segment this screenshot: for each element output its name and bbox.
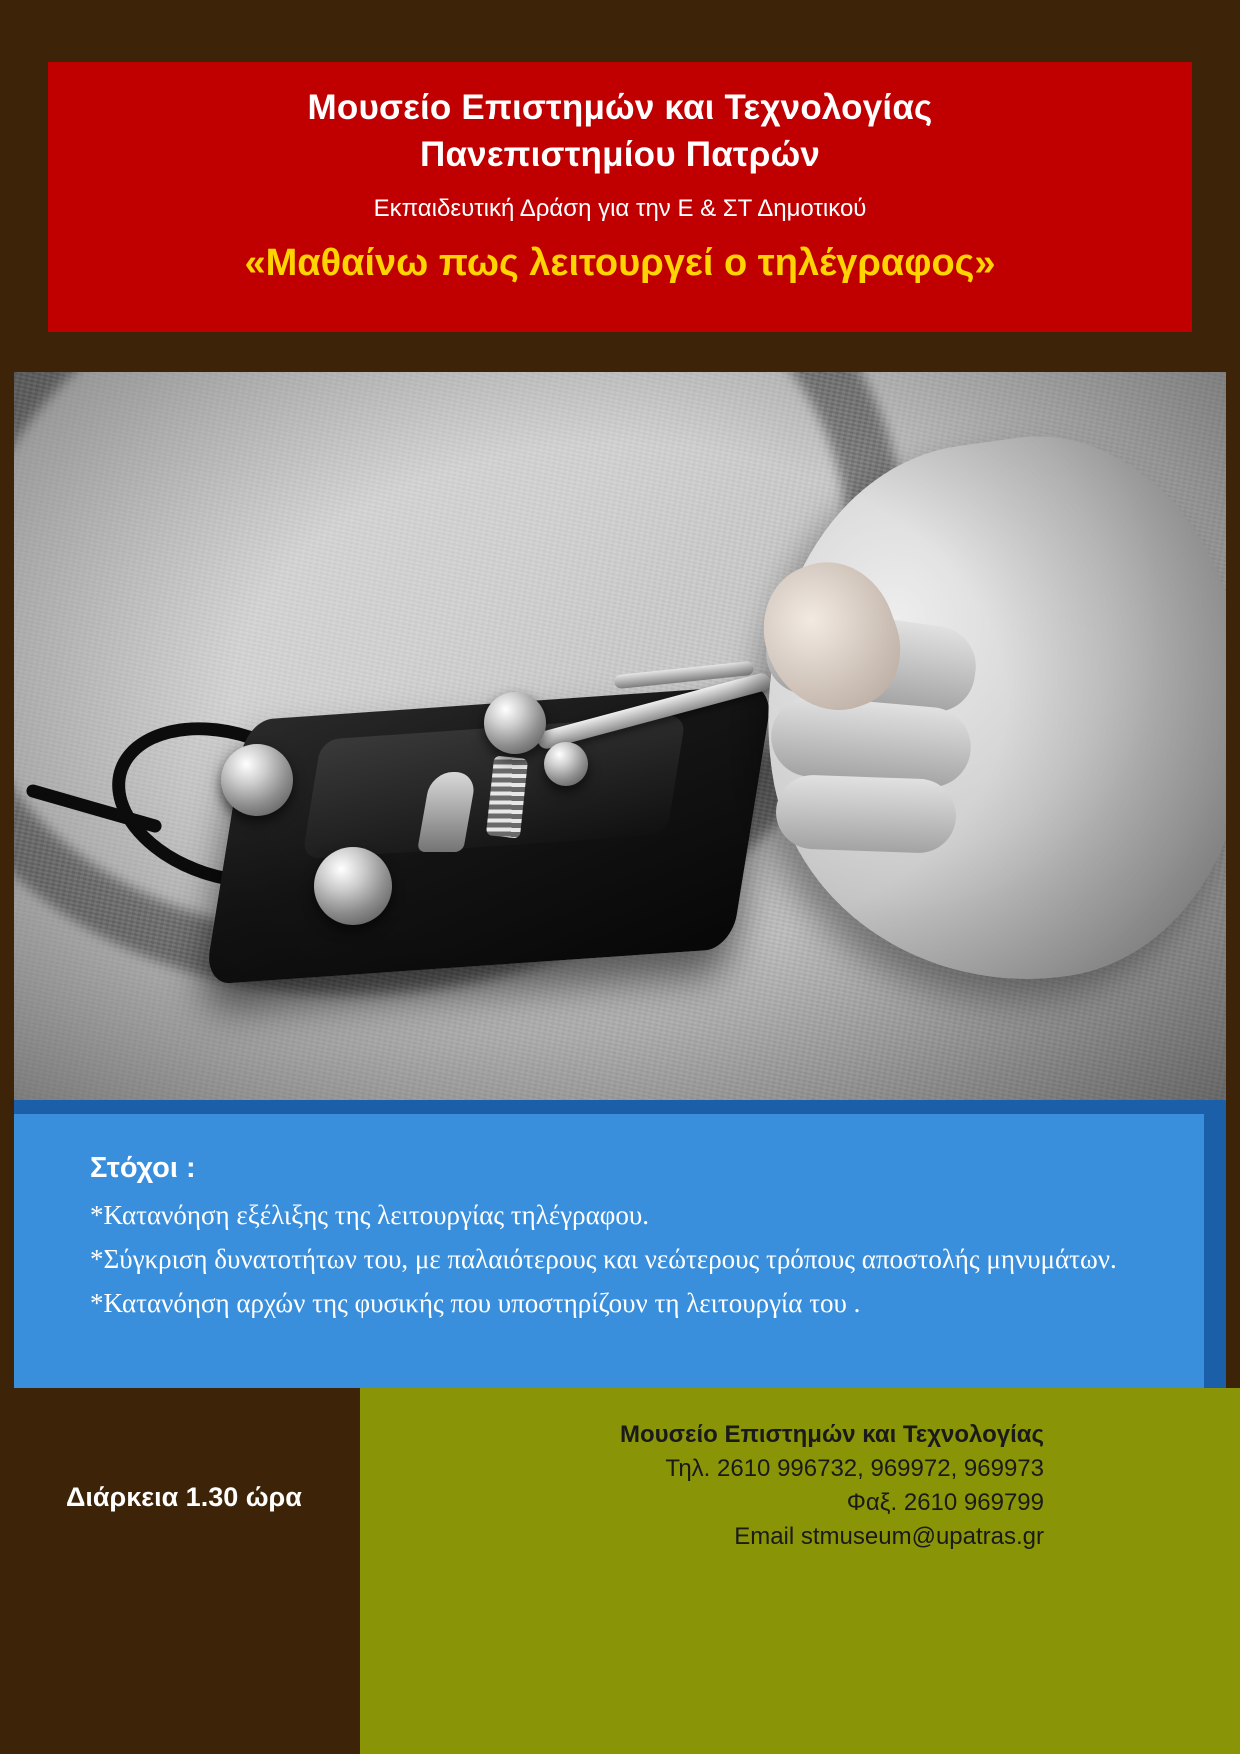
header-banner bbox=[48, 62, 1192, 332]
organization-line-2: Πανεπιστημίου Πατρών bbox=[419, 135, 821, 175]
page-title: «Μαθαίνω πως λειτουργεί ο τηλέγραφος» bbox=[244, 241, 996, 284]
goal-item-2: *Σύγκριση δυνατοτήτων του, με παλαιότερους και νεώτερους τρόπους αποστολής μηνυμάτων. bbox=[90, 1243, 1117, 1274]
contact-details bbox=[620, 1418, 1044, 1554]
organization-line-1: Μουσείο Επιστημών και Τεχνολογίας bbox=[307, 88, 933, 127]
contact-museum-name: Μουσείο Επιστημών και Τεχνολογίας bbox=[620, 1421, 1044, 1448]
contact-email[interactable]: Email stmuseum@upatras.gr bbox=[734, 1523, 1044, 1551]
contact-fax: Φαξ. 2610 969799 bbox=[846, 1489, 1044, 1517]
duration-label: Διάρκεια 1.30 ώρα bbox=[66, 1482, 302, 1512]
footer-left-block bbox=[0, 1388, 360, 1754]
goal-item-1: *Κατανόηση εξέλιξης της λειτουργίας τηλέγραφου. bbox=[90, 1200, 649, 1230]
goal-item-3: *Κατανόηση αρχών της φυσικής που υποστηρίζουν τη λειτουργία του . bbox=[90, 1287, 861, 1318]
goals-panel bbox=[14, 1114, 1204, 1388]
photo-vignette bbox=[14, 372, 1226, 1100]
header-subtitle: Εκπαιδευτική Δράση για την Ε & ΣΤ Δημοτικού bbox=[373, 194, 867, 222]
goals-list bbox=[90, 1195, 1148, 1325]
contact-phone: Τηλ. 2610 996732, 969972, 969973 bbox=[665, 1455, 1044, 1483]
telegraph-photo bbox=[14, 372, 1226, 1100]
goals-heading: Στόχοι : bbox=[90, 1152, 196, 1184]
